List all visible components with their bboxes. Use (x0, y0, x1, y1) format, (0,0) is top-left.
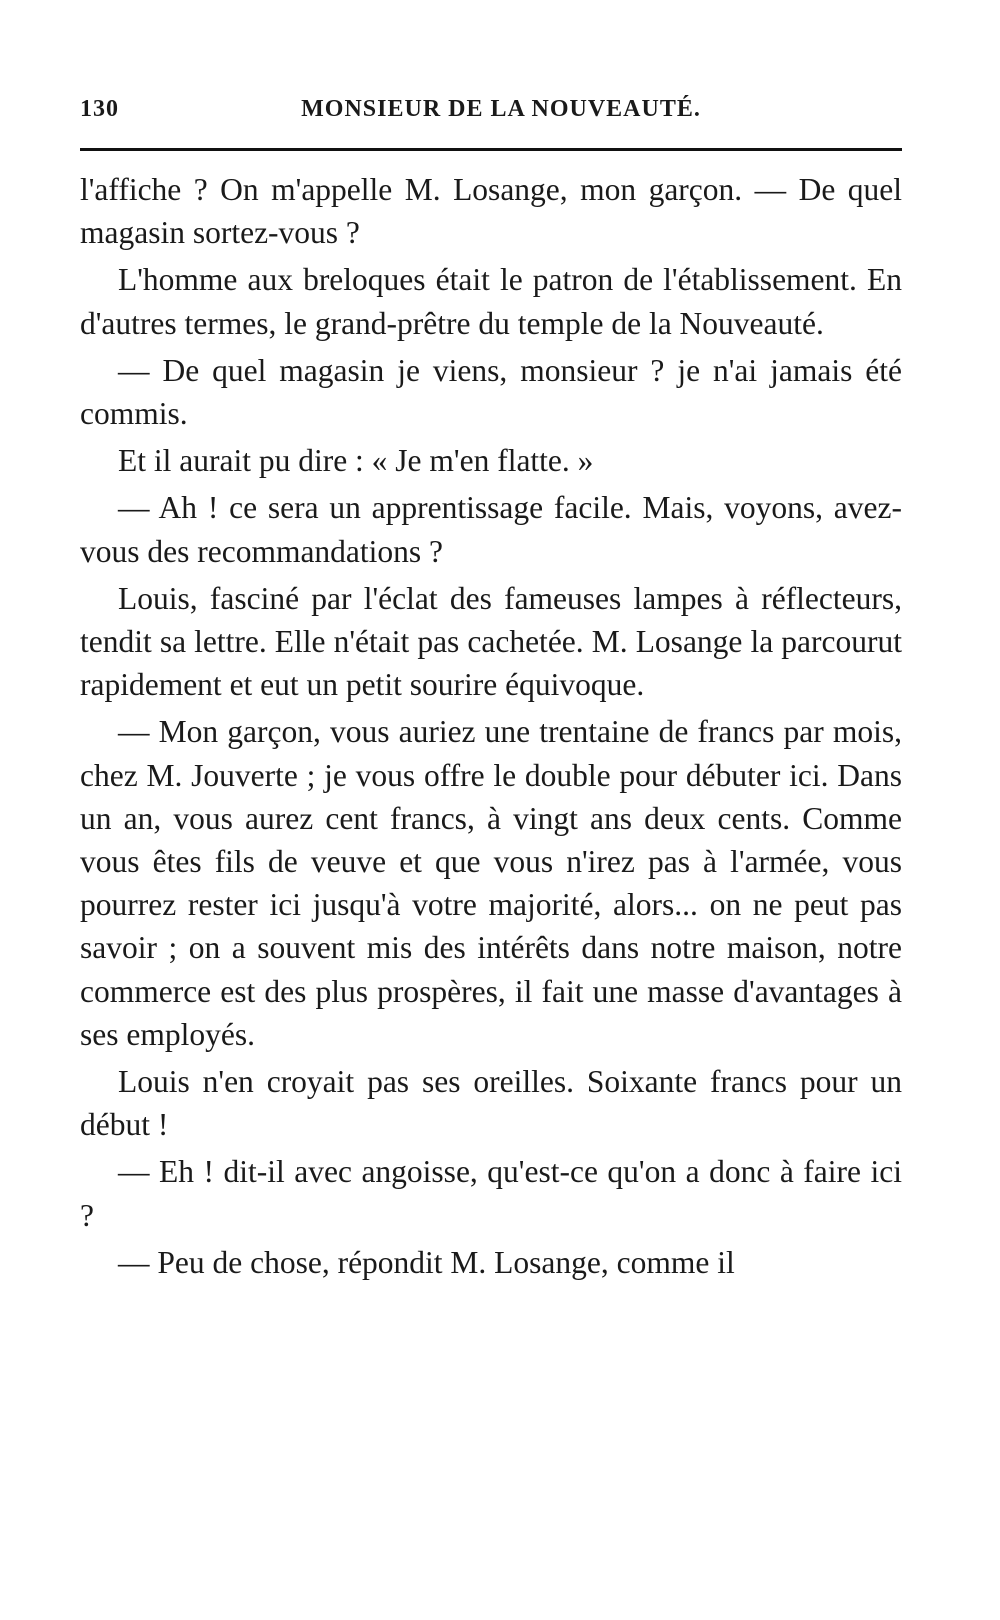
paragraph: — Mon garçon, vous auriez une trentaine de francs par mois, chez M. Jouverte ; je vous offre le double pour débuter ici. Dans un an, vous aurez cent francs, à vingt ans deux cents. Comme vous êtes fils de veuve et que vous n'irez pas à l'armée, vous pourrez rester ici jusqu'à votre majorité, alors... on ne peut pas savoir ; on a souvent mis des intérêts dans notre maison, notre commerce est des plus prospères, il fait une masse d'avantages à ses employés. (80, 714, 902, 1052)
paragraph: Et il aurait pu dire : « Je m'en flatte. » (118, 443, 594, 479)
paragraph: — Peu de chose, répondit M. Losange, comme il (118, 1244, 735, 1280)
paragraph: Louis n'en croyait pas ses oreilles. Soixante francs pour un début ! (80, 1064, 902, 1143)
paragraph: l'affiche ? On m'appelle M. Losange, mon garçon. — De quel magasin sortez-vous ? (80, 172, 902, 251)
header-rule (80, 148, 902, 151)
running-title: MONSIEUR DE LA NOUVEAUTÉ. (301, 96, 701, 122)
paragraph: — Ah ! ce sera un apprentissage facile. Mais, voyons, avez-vous des recommandations ? (80, 490, 902, 569)
page-number: 130 (80, 96, 119, 122)
paragraph: — De quel magasin je viens, monsieur ? je n'ai jamais été commis. (80, 352, 902, 432)
book-page (80, 92, 902, 1532)
paragraph: L'homme aux breloques était le patron de l'établissement. En d'autres termes, le grand-prêtre du temple de la Nouveauté. (80, 262, 902, 341)
body-text (80, 168, 902, 1288)
paragraph: — Eh ! dit-il avec angoisse, qu'est-ce qu'on a donc à faire ici ? (80, 1154, 902, 1233)
page-header (80, 92, 902, 134)
paragraph: Louis, fasciné par l'éclat des fameuses lampes à réflecteurs, tendit sa lettre. Elle n'était pas cachetée. M. Losange la parcourut rapidement et eut un petit sourire équivoque. (80, 580, 902, 703)
